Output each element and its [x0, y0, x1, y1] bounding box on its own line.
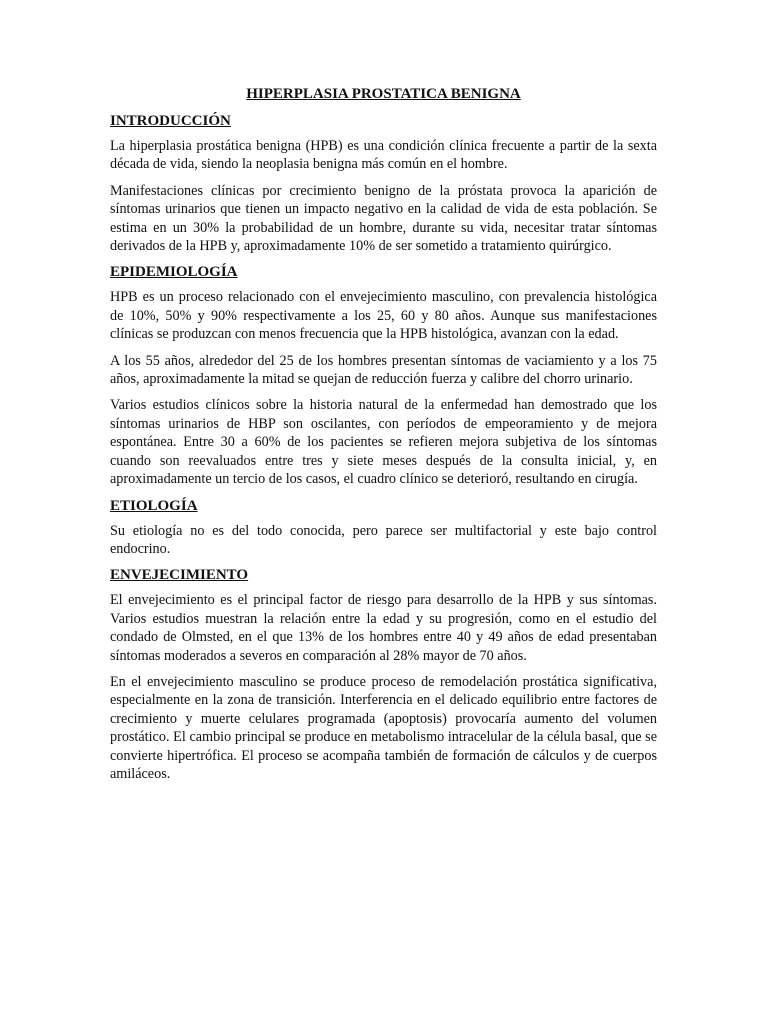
section-introduccion	[110, 112, 657, 255]
document-title: HIPERPLASIA PROSTATICA BENIGNA	[246, 86, 521, 102]
section-etiologia	[110, 497, 657, 559]
document-page	[110, 85, 657, 791]
paragraph: Su etiología no es del todo conocida, pero parece ser multifactorial y este bajo control endocrino.	[110, 522, 657, 557]
paragraph: Manifestaciones clínicas por crecimiento benigno de la próstata provoca la aparición de síntomas urinarios que tienen un impacto negativo en la calidad de vida de esta población. Se estima en un 30% la probabilidad de un hombre, durante su vida, necesitar tratar síntomas derivados de la HPB y, aproximadamente 10% de ser sometido a tratamiento quirúrgico.	[110, 182, 657, 255]
paragraph: A los 55 años, alrededor del 25 de los hombres presentan síntomas de vaciamiento y a los 75 años, aproximadamente la mitad se quejan de reducción fuerza y calibre del chorro urinario.	[110, 352, 657, 388]
section-heading-introduccion: INTRODUCCIÓN	[110, 113, 231, 129]
paragraph: La hiperplasia prostática benigna (HPB) es una condición clínica frecuente a partir de la sexta década de vida, siendo la neoplasia benigna más común en el hombre.	[110, 138, 657, 173]
paragraph: Varios estudios clínicos sobre la historia natural de la enfermedad han demostrado que los síntomas urinarios de HBP son oscilantes, con períodos de empeoramiento y de mejora espontánea. Entre 30 a 60% de los pacientes se refieren mejora subjetiva de los síntomas cuando son reevaluados entre tres y siete meses después de la consulta inicial, y, en aproximadamente un tercio de los casos, el cuadro clínico se deterioró, resultando en cirugía.	[110, 397, 657, 488]
section-envejecimiento	[110, 566, 657, 783]
section-epidemiologia	[110, 263, 657, 488]
section-heading-epidemiologia: EPIDEMIOLOGÍA	[110, 264, 238, 281]
section-heading-etiologia: ETIOLOGÍA	[110, 497, 198, 514]
paragraph: En el envejecimiento masculino se produce proceso de remodelación prostática significativa, especialmente en la zona de transición. Interferencia en el delicado equilibrio entre factores de crecimiento y muerte celulares programada (apoptosis) provocaría aumento del volumen prostático. El cambio principal se produce en metabolismo intracelular de la célula basal, que se convierte hipertrófica. El proceso se acompaña también de formación de cálculos y de cuerpos amiláceos.	[110, 673, 657, 782]
section-heading-envejecimiento: ENVEJECIMIENTO	[110, 567, 249, 584]
paragraph: HPB es un proceso relacionado con el envejecimiento masculino, con prevalencia histológica de 10%, 50% y 90% respectivamente a los 25, 60 y 80 años. Aunque sus manifestaciones clínicas se produzcan con menos frecuencia que la HPB histológica, avanzan con la edad.	[110, 289, 657, 343]
paragraph: El envejecimiento es el principal factor de riesgo para desarrollo de la HPB y sus síntomas. Varios estudios muestran la relación entre la edad y su progresión, como en el estudio del condado de Olmsted, en el que 13% de los hombres entre 40 y 49 años de edad presentaban síntomas moderados a severos en comparación al 28% mayor de 70 años.	[110, 592, 657, 664]
